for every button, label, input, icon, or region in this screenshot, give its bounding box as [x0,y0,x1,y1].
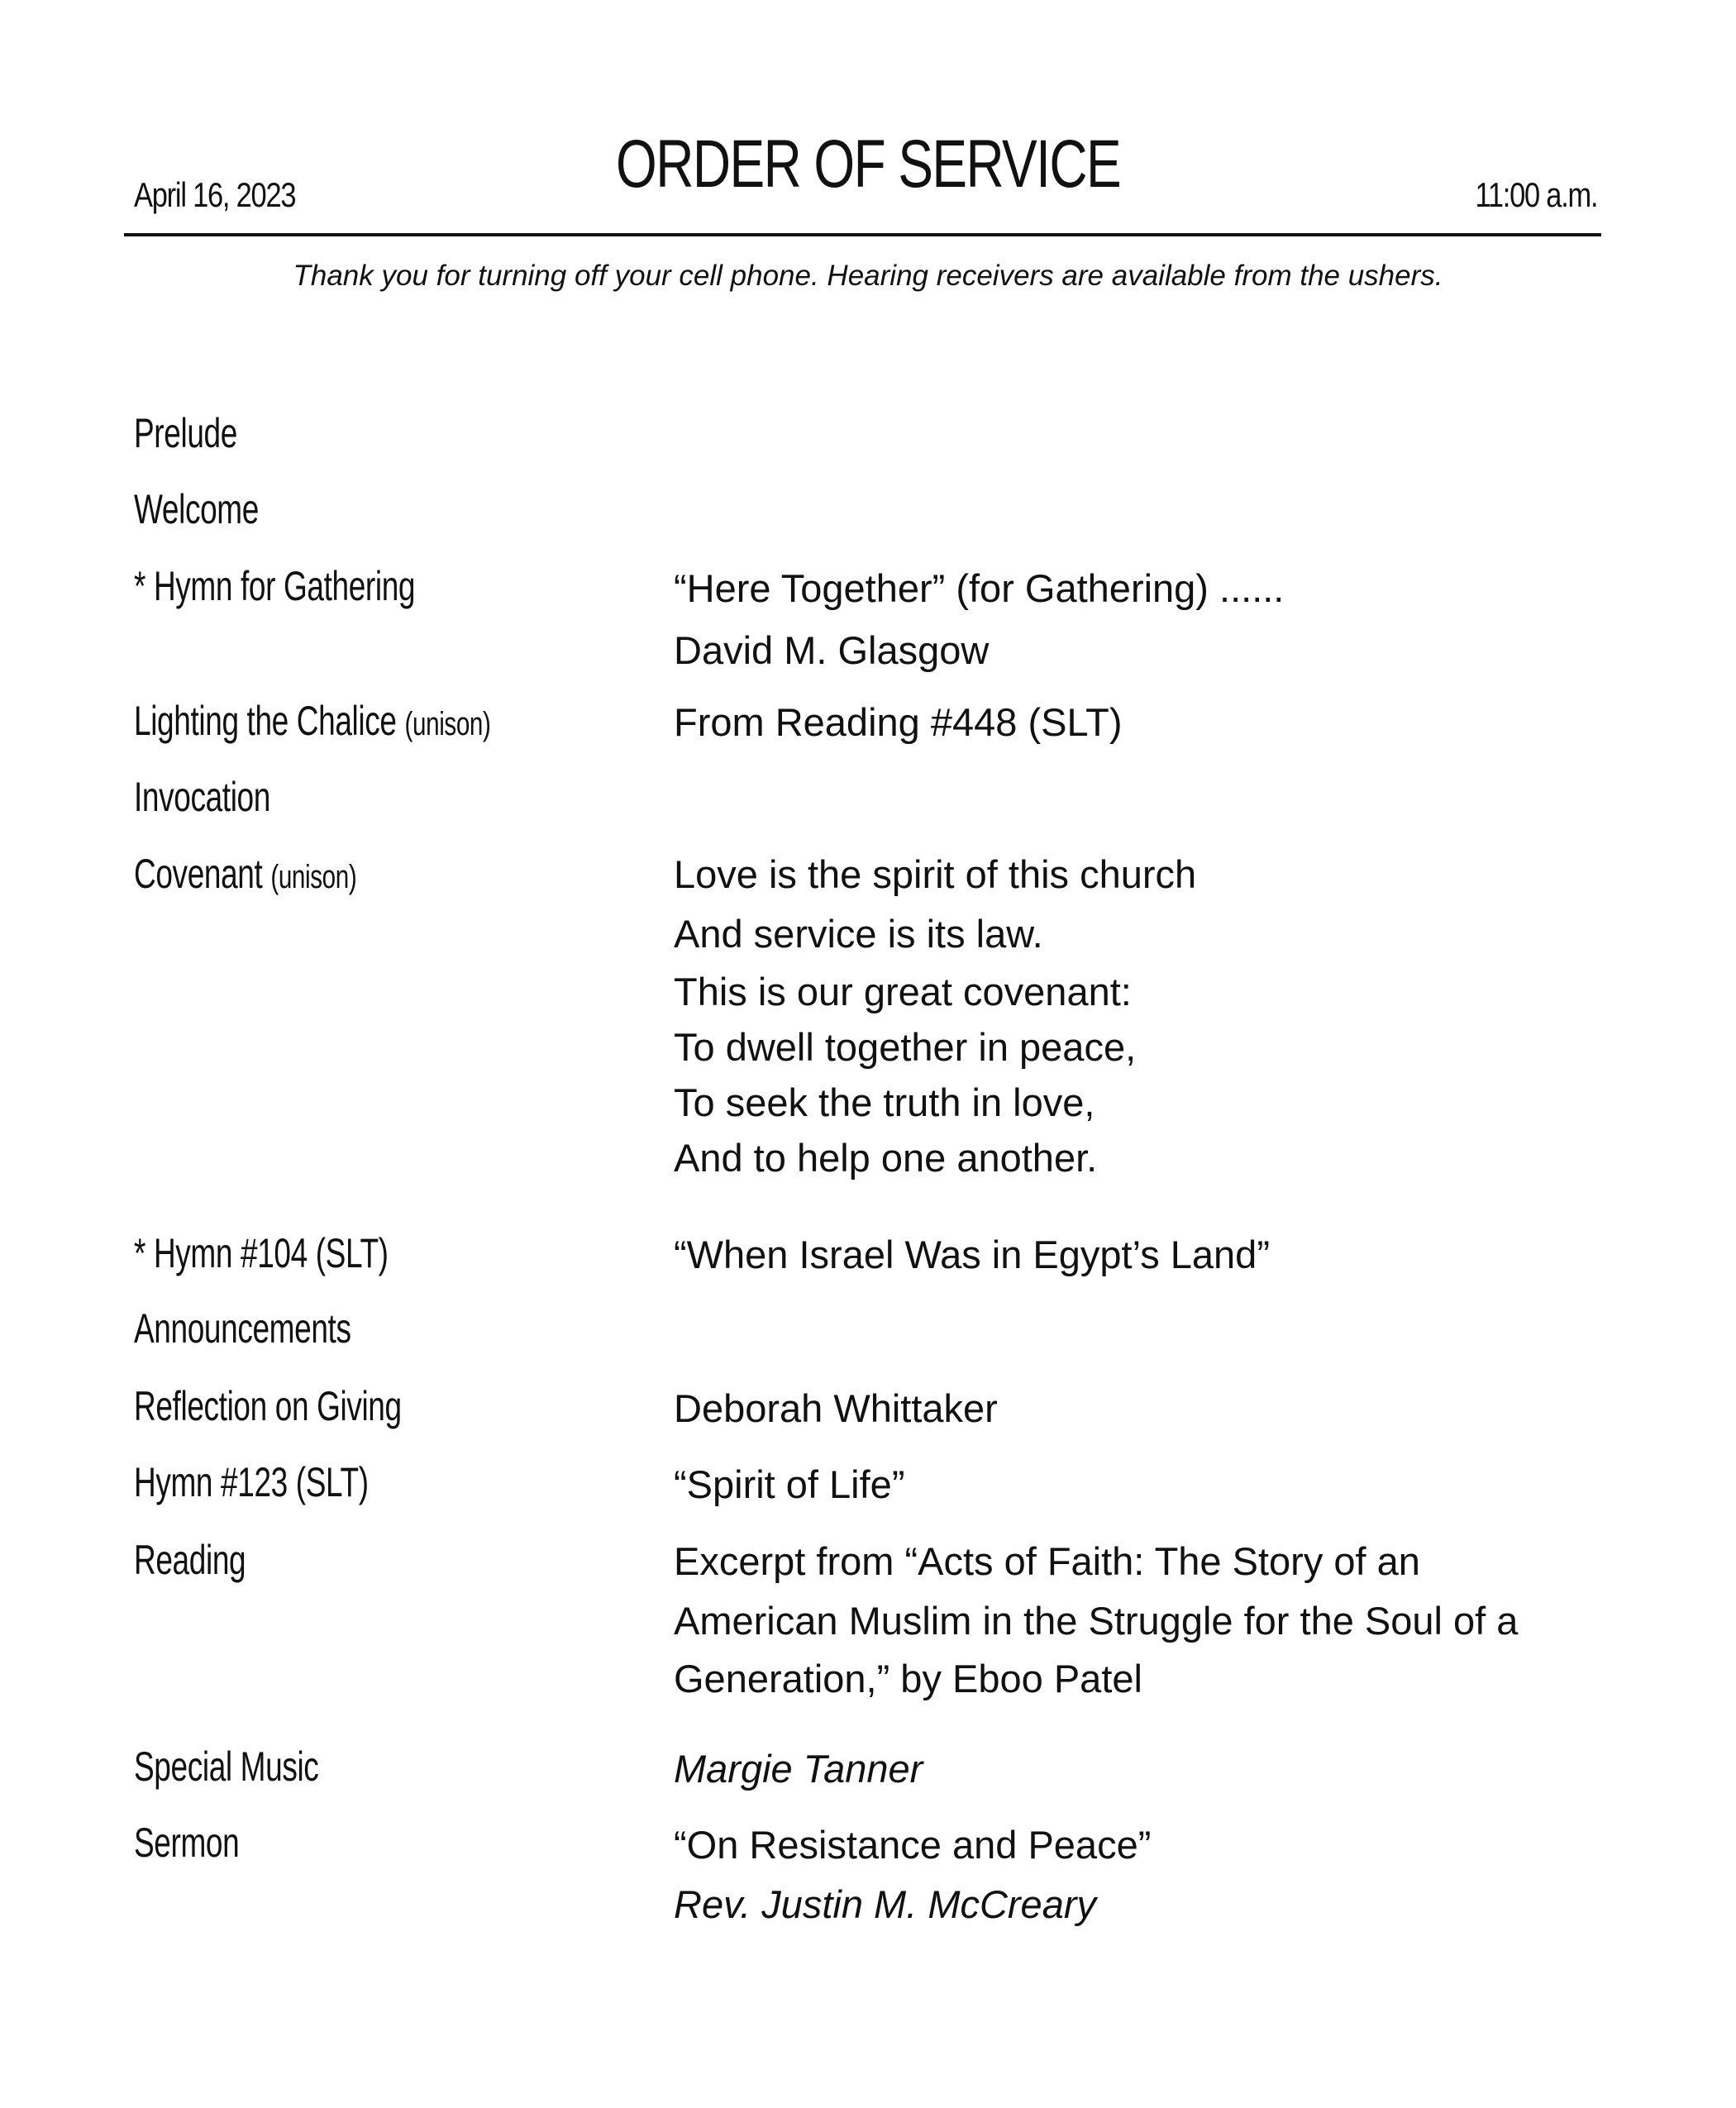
detail-line: American Muslim in the Struggle for the Soul of a [674,1599,1519,1643]
header-date: April 16, 2023 [134,175,296,214]
item-label-hymn-gathering [134,562,415,610]
item-label-sermon [134,1819,239,1867]
detail-line: “Here Together” (for Gathering) ...... [674,566,1285,610]
detail-line: “Spirit of Life” [674,1462,905,1506]
item-label-announcements [134,1304,351,1352]
notice-text: Thank you for turning off your cell phone. Hearing receivers are available from the ushers. [293,260,1443,292]
detail-line: This is our great covenant: [674,970,1132,1013]
item-detail-special-music [674,1741,1616,1796]
item-label-lighting-chalice [134,697,491,745]
detail-line: And to help one another. [674,1136,1098,1180]
label-text: Invocation [134,774,270,820]
detail-line: Generation,” by Eboo Patel [674,1657,1142,1700]
detail-line: Love is the spirit of this church [674,852,1197,896]
item-label-special-music [134,1743,318,1791]
item-label-hymn-104 [134,1229,389,1277]
label-text: Lighting the Chalice [134,698,397,744]
item-label-covenant [134,850,356,898]
label-text: * Hymn for Gathering [134,563,416,609]
item-detail-hymn-gathering [674,560,1616,678]
detail-line: And service is its law. [674,912,1043,956]
label-text: Special Music [134,1743,319,1790]
label-note: (unison) [404,706,491,742]
page-title-text: ORDER OF SERVICE [615,126,1121,202]
detail-line: To dwell together in peace, [674,1025,1137,1069]
item-label-welcome [134,485,259,533]
item-label-prelude [134,409,237,457]
detail-line: Excerpt from “Acts of Faith: The Story of an [674,1539,1420,1583]
detail-line: “When Israel Was in Egypt’s Land” [674,1233,1270,1276]
label-text: Announcements [134,1305,351,1352]
detail-line: David M. Glasgow [674,628,990,672]
item-detail-hymn-123 [674,1457,1616,1512]
detail-line: Margie Tanner [674,1747,923,1791]
item-label-reflection-giving [134,1382,402,1430]
label-text: * Hymn #104 (SLT) [134,1230,389,1276]
detail-line: To seek the truth in love, [674,1080,1095,1124]
label-text: Hymn #123 (SLT) [134,1459,369,1505]
item-detail-reflection-giving [674,1381,1616,1436]
label-text: Reflection on Giving [134,1383,402,1429]
item-detail-reading [674,1533,1616,1706]
item-label-hymn-123 [134,1458,369,1506]
detail-line: From Reading #448 (SLT) [674,700,1123,744]
header-time: 11:00 a.m. [1475,175,1597,214]
item-detail-lighting-chalice [674,694,1616,750]
label-text: Reading [134,1537,246,1583]
label-text: Prelude [134,410,237,456]
label-text: Welcome [134,486,259,532]
label-note: (unison) [270,859,357,895]
label-text: Sermon [134,1819,240,1866]
item-detail-sermon [674,1817,1616,1934]
item-detail-hymn-104 [674,1227,1616,1282]
detail-line: “On Resistance and Peace” [674,1823,1152,1867]
item-label-reading [134,1536,246,1584]
header-rule [124,233,1601,236]
detail-line: Rev. Justin M. McCreary [674,1882,1096,1926]
item-label-invocation [134,773,270,821]
label-text: Covenant [134,851,263,897]
detail-line: Deborah Whittaker [674,1386,998,1430]
item-detail-covenant [674,847,1616,1185]
